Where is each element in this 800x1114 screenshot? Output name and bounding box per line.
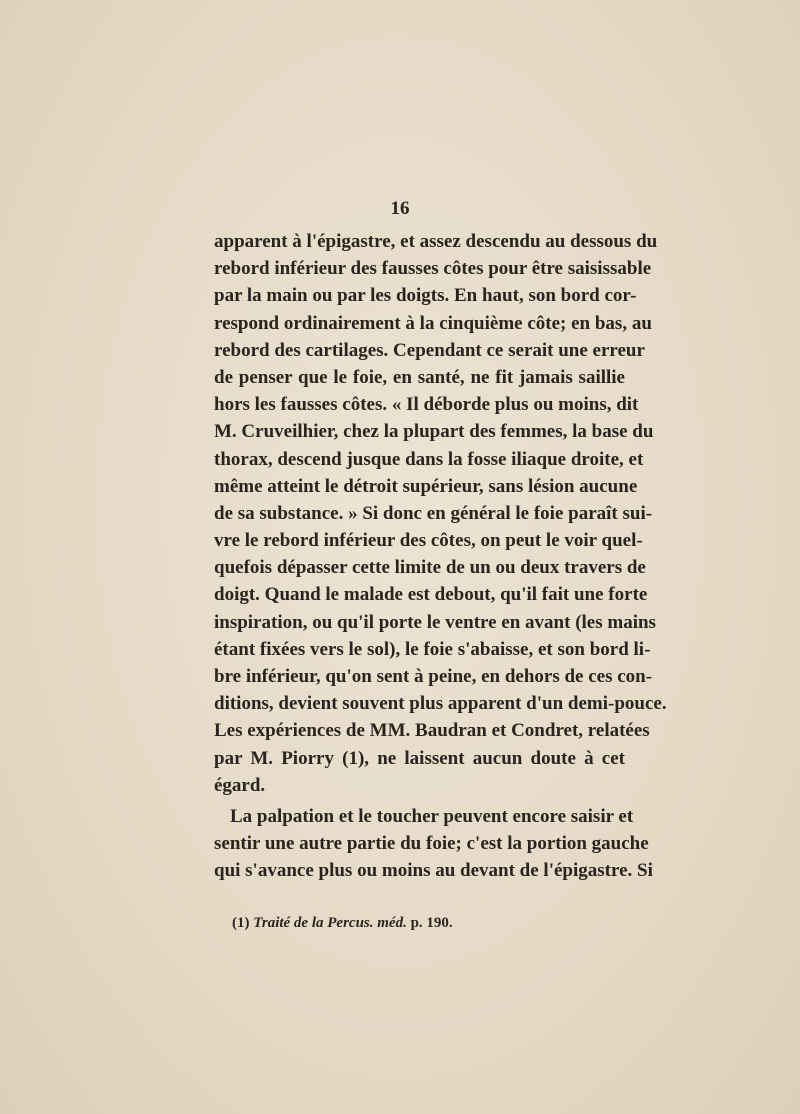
footnote-page-ref: p. 190. — [410, 915, 453, 931]
text-line: thorax, descend jusque dans la fosse iliaque droite, et — [214, 448, 644, 470]
text-line: Les expériences de MM. Baudran et Condret, relatées — [214, 720, 650, 742]
text-line: La palpation et le toucher peuvent encore saisir et — [230, 805, 634, 827]
text-line: même atteint le détroit supérieur, sans lésion aucune — [214, 475, 638, 497]
text-line: égard. — [214, 774, 266, 796]
text-line: M. Cruveilhier, chez la plupart des femmes, la base du — [214, 421, 654, 443]
text-line: de sa substance. » Si donc en général le foie paraît sui- — [214, 502, 653, 524]
text-line: sentir une autre partie du foie; c'est la portion gauche — [214, 833, 649, 855]
text-line: qui s'avance plus ou moins au devant de l'épigastre. Si — [214, 860, 653, 882]
footnote-title: Traité de la Percus. méd. — [253, 915, 407, 931]
text-line: quefois dépasser cette limite de un ou deux travers de — [214, 557, 646, 579]
text-line: rebord des cartilages. Cependant ce serait une erreur — [214, 339, 645, 361]
text-line: de penser que le foie, en santé, ne fit jamais saillie — [214, 366, 625, 388]
text-line: hors les fausses côtes. « Il déborde plus ou moins, dit — [214, 394, 639, 416]
footnote-marker: (1) — [232, 915, 250, 931]
text-line: rebord inférieur des fausses côtes pour être saisissable — [214, 258, 652, 280]
text-line: doigt. Quand le malade est debout, qu'il fait une forte — [214, 584, 648, 606]
text-line: vre le rebord inférieur des côtes, on peut le voir quel- — [214, 530, 643, 552]
text-line: inspiration, ou qu'il porte le ventre en avant (les mains — [214, 611, 656, 633]
text-line: bre inférieur, qu'on sent à peine, en dehors de ces con- — [214, 666, 653, 687]
text-line: par la main ou par les doigts. En haut, son bord cor- — [214, 285, 637, 307]
footnote — [232, 915, 453, 932]
body-text — [214, 228, 667, 885]
text-line: apparent à l'épigastre, et assez descendu au dessous du — [214, 231, 658, 252]
text-line: respond ordinairement à la cinquième côte; en bas, au — [214, 312, 652, 334]
text-line: ditions, devient souvent plus apparent d'un demi-pouce. — [214, 693, 667, 715]
page-number: 16 — [390, 198, 410, 219]
text-line: étant fixées vers le sol), le foie s'abaisse, et son bord li- — [214, 638, 651, 660]
text-line: par M. Piorry (1), ne laissent aucun doute à cet — [214, 747, 625, 769]
